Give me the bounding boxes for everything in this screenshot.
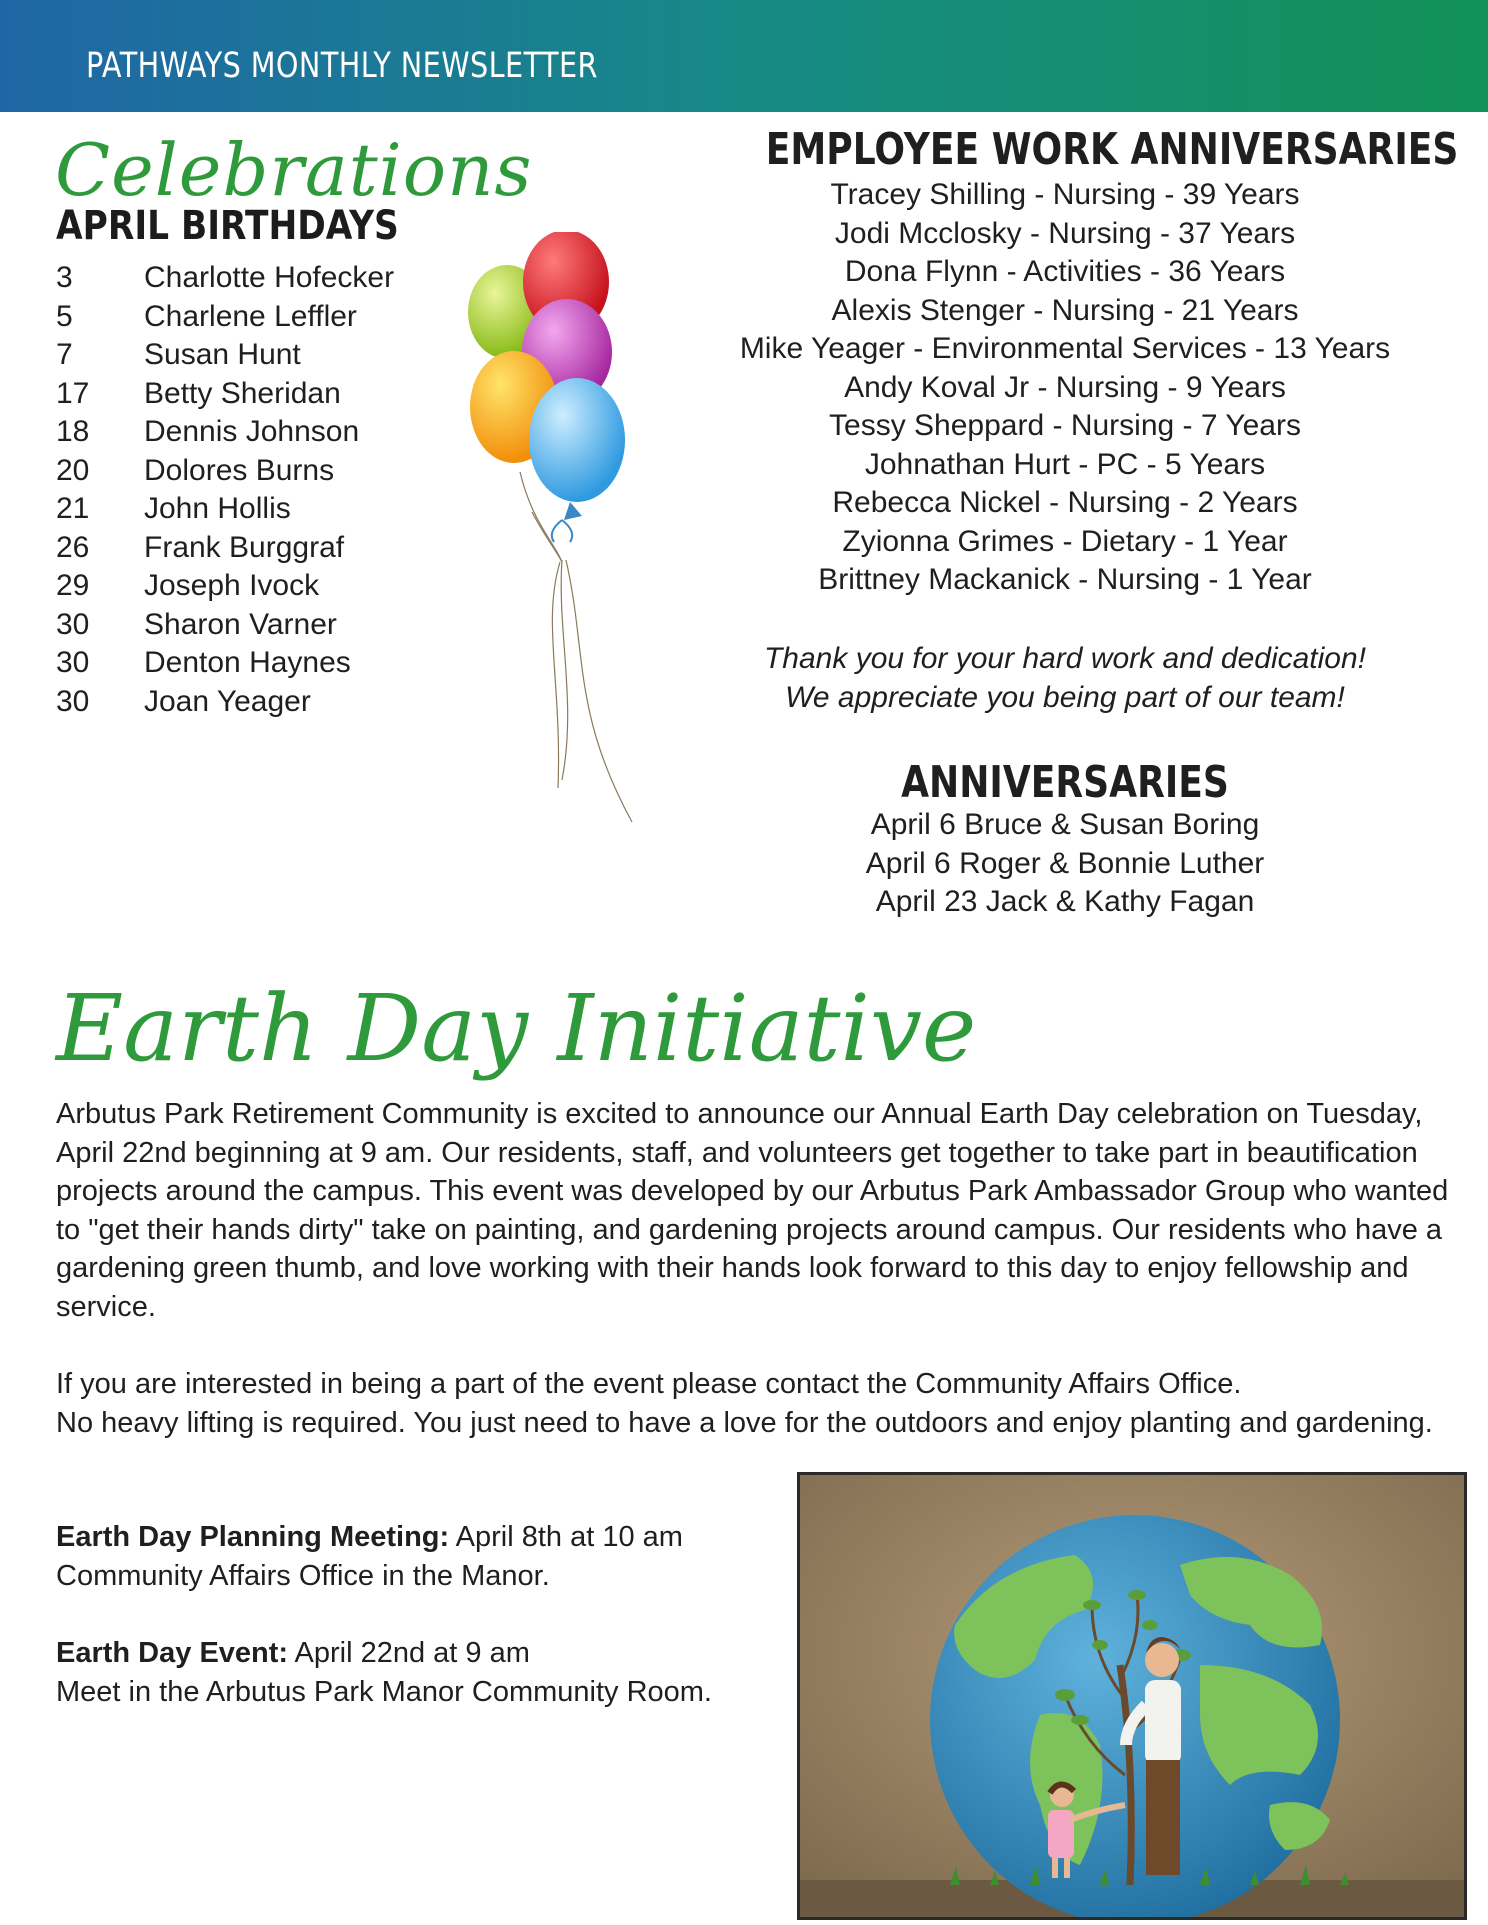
thanks-line: Thank you for your hard work and dedication! [763, 642, 1366, 675]
birthday-name: Dennis Johnson [144, 415, 360, 448]
birthday-name: Charlotte Hofecker [144, 261, 395, 294]
birthday-day: 26 [56, 530, 90, 564]
birthday-name: John Hollis [144, 492, 291, 525]
planning-label: Earth Day Planning Meeting: [56, 1521, 450, 1553]
list-item: Jodi Mcclosky - Nursing - 37 Years [834, 216, 1296, 250]
list-item: Brittney Mackanick - Nursing - 1 Year [818, 563, 1312, 596]
thanks-line: We appreciate you being part of our team! [785, 680, 1345, 714]
birthday-name: Dolores Burns [144, 453, 335, 487]
earth-day-contact-paragraph [56, 1365, 1456, 1442]
balloons-illustration [462, 232, 642, 832]
list-item [56, 685, 394, 724]
list-item [56, 415, 394, 454]
list-item [56, 569, 394, 608]
list-item: April 6 Roger & Bonnie Luther [865, 846, 1265, 880]
anniversaries-heading: ANNIVERSARIES [901, 757, 1229, 808]
list-item: Johnathan Hurt - PC - 5 Years [864, 447, 1266, 481]
list-item [56, 377, 394, 416]
list-item: April 6 Bruce & Susan Boring [870, 808, 1260, 841]
list-item [56, 454, 394, 493]
birthday-day: 3 [56, 261, 73, 294]
birthday-day: 18 [56, 415, 90, 448]
planning-when: April 8th at 10 am [449, 1521, 683, 1553]
birthday-name: Sharon Varner [144, 607, 337, 641]
birthday-name: Betty Sheridan [144, 376, 341, 410]
birthday-list [56, 261, 394, 723]
birthday-name: Charlene Leffler [144, 299, 357, 333]
list-item [56, 261, 394, 300]
birthday-name: Denton Haynes [144, 646, 351, 679]
list-item: April 23 Jack & Kathy Fagan [875, 885, 1255, 918]
list-item [56, 300, 394, 339]
list-item: Zyionna Grimes - Dietary - 1 Year [842, 524, 1288, 558]
birthday-day: 30 [56, 607, 90, 641]
celebrations-title: Celebrations [55, 128, 533, 212]
earth-day-title: Earth Day Initiative [56, 975, 977, 1082]
birthday-day: 30 [56, 646, 90, 679]
birthday-name: Joan Yeager [144, 684, 311, 718]
thank-you-message [700, 642, 1430, 719]
birthday-day: 21 [56, 492, 90, 525]
newsletter-title: PATHWAYS MONTHLY NEWSLETTER [86, 46, 598, 86]
earth-globe-icon [800, 1475, 1464, 1917]
newsletter-header [0, 0, 1488, 112]
birthday-day: 5 [56, 299, 73, 333]
list-item: Andy Koval Jr - Nursing - 9 Years [844, 370, 1286, 404]
birthday-name: Frank Burggraf [144, 530, 345, 564]
birthday-day: 17 [56, 376, 90, 410]
planning-where: Community Affairs Office in the Manor. [56, 1559, 550, 1592]
birthday-day: 20 [56, 453, 90, 487]
birthday-day: 30 [56, 684, 90, 718]
birthdays-heading: APRIL BIRTHDAYS [56, 203, 399, 249]
anniversaries-list [700, 808, 1430, 924]
event-info [56, 1634, 712, 1711]
event-label: Earth Day Event: [56, 1637, 289, 1669]
planning-meeting-info [56, 1518, 683, 1595]
list-item: Alexis Stenger - Nursing - 21 Years [831, 293, 1299, 327]
event-when: April 22nd at 9 am [288, 1637, 530, 1669]
list-item: Mike Yeager - Environmental Services - 13 Years [739, 332, 1391, 365]
list-item [56, 531, 394, 570]
list-item: Dona Flynn - Activities - 36 Years [844, 255, 1286, 288]
list-item: Tessy Sheppard - Nursing - 7 Years [829, 409, 1301, 442]
work-anniversaries-heading: EMPLOYEE WORK ANNIVERSARIES [765, 124, 1459, 175]
contact-line: No heavy lifting is required. You just need to have a love for the outdoors and enjoy planting and gardening. [56, 1406, 1433, 1439]
birthday-name: Joseph Ivock [144, 569, 320, 602]
list-item [56, 646, 394, 685]
list-item: Rebecca Nickel - Nursing - 2 Years [832, 486, 1298, 519]
list-item [56, 338, 394, 377]
earth-day-paragraph: Arbutus Park Retirement Community is excited to announce our Annual Earth Day celebration on Tuesday, April 22nd beginning at 9 am. Our residents, staff, and volunteers get together to take part in beautification projects around the campus. This event was developed by our Arbutus Park Ambassador Group who wanted to "get their hands dirty" take on painting, and gardening projects around campus. Our residents who have a gardening green thumb, and love working with their hands look forward to this day to enjoy fellowship and service. [56, 1098, 1449, 1323]
contact-line: If you are interested in being a part of the event please contact the Community Affairs Office. [56, 1368, 1242, 1400]
list-item [56, 492, 394, 531]
birthday-name: Susan Hunt [144, 338, 301, 371]
event-where: Meet in the Arbutus Park Manor Community Room. [56, 1675, 712, 1708]
earth-day-illustration [797, 1472, 1467, 1920]
list-item: Tracey Shilling - Nursing - 39 Years [830, 178, 1300, 211]
work-anniversaries-list [700, 178, 1430, 602]
birthday-day: 7 [56, 338, 73, 371]
list-item [56, 608, 394, 647]
birthday-day: 29 [56, 569, 90, 602]
